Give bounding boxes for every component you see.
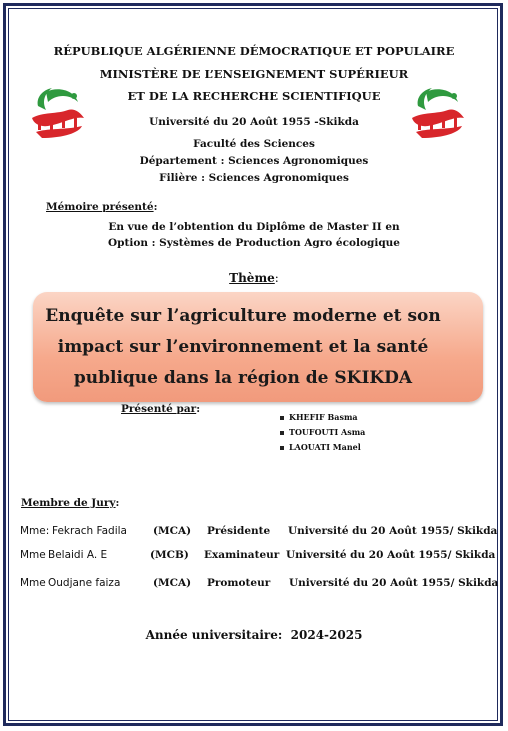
author-item: LAOUATI Manel bbox=[280, 442, 361, 452]
theme-title-line: impact sur l’environnement et la santé bbox=[57, 337, 429, 357]
jury-row: Mme Belaidi A. E (MCB) Examinateur Université du 20 Août 1955/ Skikda bbox=[20, 549, 496, 561]
presente-label: Présenté par: bbox=[121, 403, 201, 415]
header-university: Université du 20 Août 1955 -Skikda bbox=[149, 116, 359, 128]
jury-label: Membre de Jury: bbox=[21, 497, 120, 509]
jury-row: Mme Oudjane faiza (MCA) Promoteur Université du 20 Août 1955/ Skikda bbox=[20, 577, 499, 589]
theme-title-line: publique dans la région de SKIKDA bbox=[73, 368, 413, 388]
header-republique: RÉPUBLIQUE ALGÉRIENNE DÉMOCRATIQUE ET POPULAIRE bbox=[53, 44, 455, 58]
theme-box bbox=[33, 292, 483, 402]
author-item: KHEFIF Basma bbox=[280, 412, 358, 422]
memoire-line2: Option : Systèmes de Production Agro écologique bbox=[108, 237, 400, 249]
memoire-label: Mémoire présenté: bbox=[46, 201, 158, 213]
header-recherche: ET DE LA RECHERCHE SCIENTIFIQUE bbox=[127, 89, 381, 103]
bullet-icon bbox=[280, 431, 284, 435]
header-ministere: MINISTÈRE DE L’ENSEIGNEMENT SUPÉRIEUR bbox=[99, 67, 409, 81]
bullet-icon bbox=[280, 446, 284, 450]
annee-universitaire: Année universitaire: 2024-2025 bbox=[145, 628, 363, 642]
header-department: Département : Sciences Agronomiques bbox=[139, 155, 369, 167]
header-faculty: Faculté des Sciences bbox=[193, 138, 315, 150]
memoire-line1: En vue de l’obtention du Diplôme de Master II en bbox=[108, 221, 400, 233]
jury-row: Mme: Fekrach Fadila (MCA) Présidente Université du 20 Août 1955/ Skikda bbox=[20, 525, 498, 537]
theme-label: Thème: bbox=[229, 271, 279, 285]
theme-title-line: Enquête sur l’agriculture moderne et son bbox=[45, 306, 441, 326]
author-item: TOUFOUTI Asma bbox=[280, 427, 365, 437]
header-filiere: Filière : Sciences Agronomiques bbox=[159, 172, 349, 184]
bullet-icon bbox=[280, 416, 284, 420]
